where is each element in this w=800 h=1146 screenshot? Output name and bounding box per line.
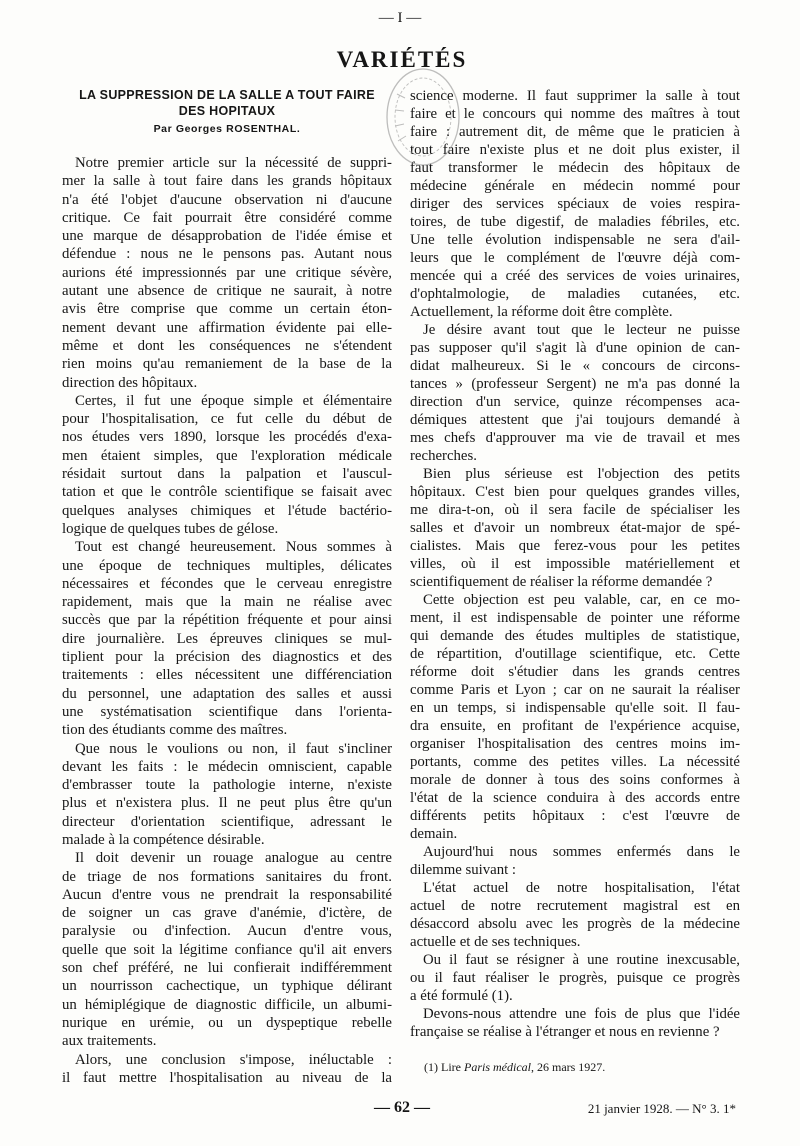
paragraph — [410, 591, 740, 843]
footnote-suffix: , 26 mars 1927. — [530, 1060, 606, 1074]
text-line: mes chefs d'approuver ma vie de travail et mes — [410, 430, 740, 446]
text-line: ment, il est indispensable de pointer une réforme — [410, 610, 740, 626]
paragraph — [62, 849, 392, 1050]
text-line: aurions été impressionnés par une critique sévère, — [62, 264, 392, 281]
text-line: Tout est changé heureusement. Nous sommes à — [75, 539, 392, 556]
paragraph — [410, 879, 740, 951]
text-line: aux traitements. — [62, 1033, 157, 1050]
text-line: logique de quelques tubes de gélose. — [62, 520, 279, 537]
text-line: a été formulé (1). — [410, 988, 513, 1004]
text-line: nécessaires et fécondes que le cerveau enregistre — [62, 575, 392, 592]
text-line: défendue : nous ne le pensons pas. Autant nous — [62, 246, 392, 263]
paragraph — [410, 321, 740, 465]
text-line: comme Paris et Lyon ; car on ne saurait la réaliser — [410, 682, 740, 698]
text-line: direction des hôpitaux. — [62, 374, 198, 391]
text-line: autant une absence de critique ne saurait, à notre — [62, 283, 392, 300]
text-line: Cette objection est peu valable, car, en ce mo- — [423, 592, 740, 608]
text-line: Devons-nous attendre une fois de plus que l'idée — [423, 1006, 740, 1022]
text-line: critique. Ce fait pourrait être considéré comme — [62, 209, 392, 226]
text-line: dra ensuite, en profitant de l'expérience acquise, — [410, 718, 740, 734]
text-line: men étaient simples, que l'exploration médicale — [62, 447, 392, 464]
text-line: succès que par la répétition fréquente et pour ainsi — [62, 612, 392, 629]
text-line: organiser l'hospitalisation des centres moins im- — [410, 736, 740, 752]
text-line: médecine générale en médecin nommé pour — [410, 178, 740, 194]
footnote — [424, 1060, 605, 1074]
text-line: directeur d'orientation scientifique, adressant le — [62, 813, 392, 830]
text-line: mencée qui a créé des services de voies urinaires, — [410, 268, 740, 284]
text-line: une systématisation scientifique dans l'orienta- — [62, 703, 392, 720]
text-line: scientifiquement de réaliser la réforme demandée ? — [410, 574, 713, 590]
text-line: réforme doit s'étudier dans les grands centres — [410, 664, 740, 680]
text-line: Aujourd'hui nous sommes enfermés dans le — [423, 844, 740, 860]
text-line: Aucun d'entre vous ne prendrait la responsabilité — [62, 886, 392, 903]
text-line: morale de donner à tous des soins conformes à — [410, 772, 740, 788]
text-line: villes, où il est impossible matériellement et — [410, 556, 740, 572]
text-line: faire : autrement dit, de même que le praticien à — [410, 124, 740, 140]
text-line: pour l'hospitalisation, ce fut celle du début de — [62, 411, 392, 428]
text-line: même et dont les conséquences ne s'étendent — [62, 337, 392, 354]
text-line: Ou il faut se résigner à une routine inexcusable, — [423, 952, 740, 968]
article-title-line-2: DES HOPITAUX — [178, 104, 276, 118]
text-line: dire journalière. Les épreuves cliniques se mul- — [62, 630, 392, 647]
text-line: Bien plus sérieuse est l'objection des petits — [423, 466, 740, 482]
text-line: avis être comprise que comme un certain éton- — [62, 301, 392, 318]
text-line: Alors, une conclusion s'impose, inéluctable : — [75, 1051, 392, 1068]
text-line: quelques analyses chimiques et l'étude bactério- — [62, 502, 392, 519]
text-line: de répartition, d'outillage scientifique, etc. Cette — [410, 646, 740, 662]
text-line: recherches. — [410, 448, 477, 464]
text-line: Je désire avant tout que le lecteur ne puisse — [423, 322, 740, 338]
text-line: tances » (professeur Sergent) ne m'a pas donné la — [410, 376, 740, 392]
paragraph — [410, 87, 740, 321]
text-line: son chef préféré, ne lui confierait indifféremment — [62, 960, 392, 977]
text-line: Notre premier article sur la nécessité de suppri- — [75, 155, 392, 171]
text-line: devant les faits : le médecin omniscient, capable — [62, 758, 392, 775]
column-right — [410, 87, 740, 1041]
paragraph — [62, 1051, 392, 1088]
text-line: démiques attestent que j'ai toujours demandé à — [410, 412, 740, 428]
text-line: faire et le concours qui nomme des maîtres à tout — [410, 106, 740, 122]
text-line: me dira-t-on, où il sera facile de spécialiser les — [410, 502, 740, 518]
text-line: paralysie ou d'infection. Aucun d'entre vous, — [62, 923, 392, 940]
text-line: dilemme suivant : — [410, 862, 517, 878]
text-line: désaccord absolu avec les progrès de la médecine — [410, 916, 740, 932]
paragraph — [410, 951, 740, 1005]
signature-number: — I — — [378, 10, 422, 26]
text-line: résidait surtout dans la palpation et l'auscul- — [62, 466, 392, 483]
text-line: tion des étudiants comme des maîtres. — [62, 722, 288, 739]
text-line: d'embrasser toute la pathologie interne, n'existe — [62, 777, 392, 794]
paragraph — [410, 1005, 740, 1041]
text-line: pas supposer qu'il s'agit là d'une opinion de can- — [410, 340, 740, 356]
text-line: différents petits hôpitaux : c'est l'œuvre de — [410, 808, 740, 824]
text-line: rapidement, mais que la main ne réalise avec — [62, 594, 392, 611]
section-title: VARIÉTÉS — [336, 47, 468, 72]
paragraph — [62, 392, 392, 538]
text-line: d'ophtalmologie, de maladies cutanées, etc. — [410, 286, 740, 302]
text-line: quelle que soit la légitime confiance qu'il ait envers — [62, 941, 392, 958]
text-line: ou il faut réaliser le progrès, puisque ce progrès — [410, 970, 740, 986]
text-line: l'état de la science conduira à des accords entre — [410, 790, 740, 806]
text-line: Il doit devenir un rouage analogue au centre — [75, 850, 392, 867]
text-line: de soigner un cas grave d'anémie, d'ictère, de — [62, 905, 392, 922]
text-line: nement devant une affirmation évidente pai elle- — [62, 319, 392, 336]
text-line: cialistes. Mais que ferez-vous pour les petites — [410, 538, 740, 554]
text-line: un hémiplégique de diagnostic difficile, un albumi- — [62, 996, 392, 1013]
text-line: leurs que le complément de l'œuvre déjà com- — [410, 250, 740, 266]
text-line: qui demande des études multiples de statistique, — [410, 628, 740, 644]
text-line: plus et n'existera plus. Il ne peut plus être qu'un — [62, 795, 392, 812]
text-line: tiplient pour la précision des diagnostics et des — [62, 649, 392, 666]
text-line: rien moins qu'au remaniement de la base de la — [62, 356, 392, 373]
text-line: française se réalise à l'étranger et nous en revienne ? — [410, 1024, 720, 1040]
text-line: malade à la compétence désirable. — [62, 831, 265, 848]
footnote-journal: Paris médical — [463, 1060, 531, 1074]
text-line: actuel de notre recrutement magistral est en — [410, 898, 740, 914]
footnote-prefix: (1) Lire — [424, 1060, 464, 1074]
text-line: faut transformer le médecin des hôpitaux de — [410, 160, 740, 176]
text-line: L'état actuel de notre hospitalisation, l'état — [423, 880, 740, 896]
text-line: mer la salle à tout faire dans les grands hôpitaux — [62, 173, 392, 190]
paragraph — [410, 465, 740, 591]
text-line: actuelle et de ses techniques. — [410, 934, 581, 950]
text-line: une époque de techniques multiples, délicates — [62, 557, 392, 574]
text-line: Que nous le voulions ou non, il faut s'incliner — [75, 740, 392, 757]
text-line: salles et d'avoir un nombreux état-major de spé- — [410, 520, 740, 536]
text-line: un nourrisson cachectique, un typhique délirant — [62, 978, 392, 995]
text-line: n'a été l'objet d'aucune observation ni d'aucune — [62, 191, 392, 208]
paragraph — [62, 538, 392, 739]
paragraph — [62, 740, 392, 850]
paragraph — [410, 843, 740, 879]
article-byline: Par Georges ROSENTHAL. — [153, 123, 301, 135]
text-line: tation et que le contrôle scientifique se faisait avec — [62, 484, 392, 501]
article-title-line-1: LA SUPPRESSION DE LA SALLE A TOUT FAIRE — [79, 88, 375, 102]
text-line: demain. — [410, 826, 458, 842]
issue-date: 21 janvier 1928. — N° 3. 1* — [587, 1101, 736, 1116]
text-line: il faut mettre l'hospitalisation au niveau de la — [62, 1069, 392, 1086]
text-line: didat malheureux. Si le « concours de circons- — [410, 358, 740, 374]
text-line: Actuellement, la réforme doit être complète. — [410, 304, 673, 320]
text-line: diriger des services spéciaux de voies respira- — [410, 196, 740, 212]
text-line: Certes, il fut une époque simple et élémentaire — [75, 392, 392, 409]
paragraph — [62, 154, 392, 392]
page-number: — 62 — — [374, 1099, 430, 1116]
text-line: du personnel, une adaptation des salles et aussi — [62, 685, 392, 702]
text-line: toires, de tube digestif, de maladies fébriles, etc. — [410, 214, 740, 230]
text-line: direction d'un service, quinze récompenses aca- — [410, 394, 740, 410]
text-line: traitements : elles nécessitent une différenciation — [62, 667, 392, 684]
text-line: une marque de désapprobation de l'idée émise et — [62, 228, 392, 245]
text-line: en un temps, si indispensable qu'elle soit. Il fau- — [410, 700, 740, 716]
column-left — [62, 154, 392, 1087]
text-line: de triage de nos formations sanitaires du front. — [62, 868, 392, 885]
text-line: nos études vers 1890, lorsque les procédés d'exa- — [62, 429, 392, 446]
text-line: hôpitaux. C'est bien pour quelques grandes villes, — [410, 484, 740, 500]
text-line: portants, comme des petites villes. La nécessité — [410, 754, 740, 770]
text-line: tout faire n'existe plus et ne doit plus exister, il — [410, 142, 740, 158]
text-line: Une telle évolution indispensable ne sera d'ail- — [410, 232, 740, 248]
text-line: nurique en urémie, ou un dyspeptique rebelle — [62, 1014, 392, 1031]
text-line: science moderne. Il faut supprimer la salle à tout — [410, 88, 740, 104]
